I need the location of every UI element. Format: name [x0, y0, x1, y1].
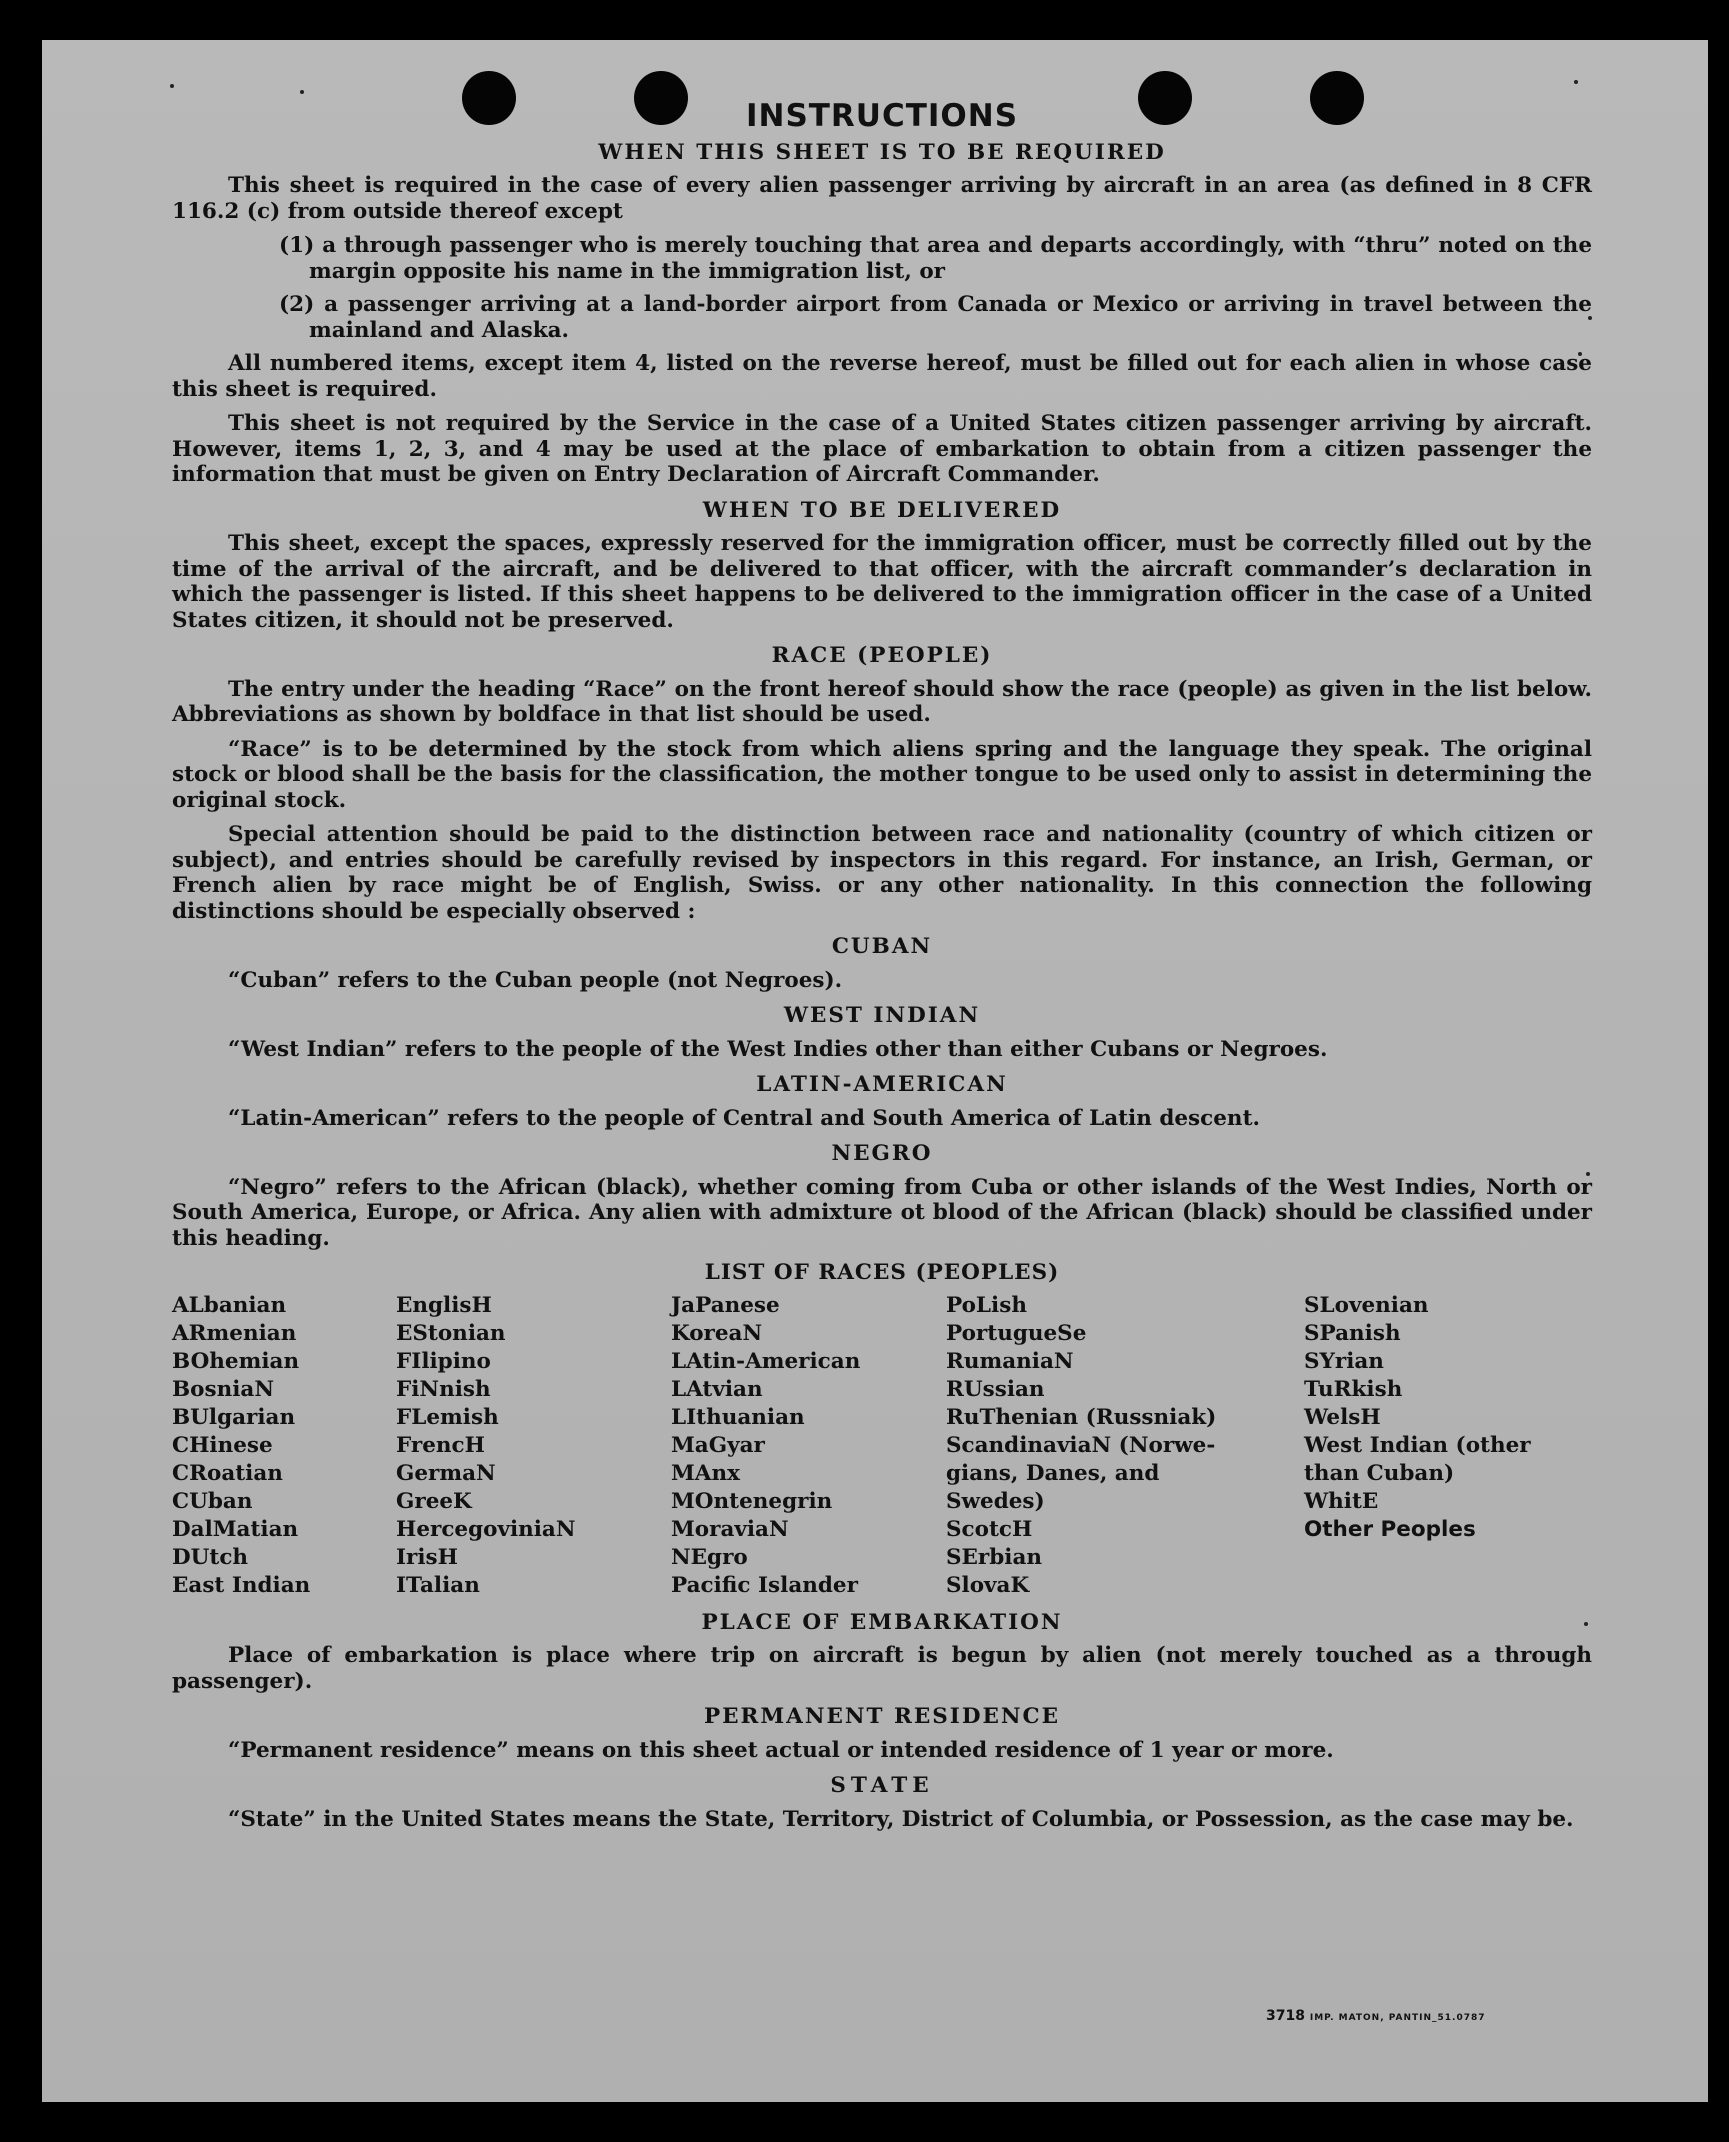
required-para3: This sheet is not required by the Service in the case of a United States citizen passenger arriving by aircraft. However, items 1, 2, 3, and 4 may be used at the place of embarkation to obtain from a citizen passenger the information that must be given on Entry Declaration of Aircraft Commander. [172, 411, 1592, 487]
race-para3: Special attention should be paid to the distinction between race and nationality (country of which citizen or subject), and entries should be carefully revised by inspectors in this regard. For instance, an Irish, German, or French alien by race might be of English, Swiss. or any other nationality. In this connection the following distinctions should be especially observed : [172, 822, 1592, 924]
race-column-4 [946, 1292, 1304, 1600]
race-entry: SLovenian [1304, 1292, 1429, 1318]
race-entry: GreeK [396, 1488, 472, 1514]
race-entry-continued: gians, Danes, and [946, 1460, 1160, 1486]
race-para2: “Race” is to be determined by the stock from which aliens spring and the language they speak. The original stock or blood shall be the basis for the classification, the mother tongue to be used only to assist in determining the original stock. [172, 736, 1592, 813]
section-heading-race: RACE (PEOPLE) [771, 643, 993, 668]
race-entry: SYrian [1304, 1348, 1384, 1374]
required-intro: This sheet is required in the case of every alien passenger arriving by aircraft in an area (as defined in 8 CFR 116.2 (c) from outside thereof except [172, 173, 1592, 224]
race-entry: ScandinaviaN (Norwe- [946, 1432, 1216, 1458]
race-entry: RUssian [946, 1376, 1045, 1402]
section-heading-delivered: WHEN TO BE DELIVERED [702, 497, 1062, 523]
race-entry: KoreaN [671, 1320, 763, 1346]
race-entry-continued: than Cuban) [1304, 1460, 1455, 1486]
race-entry: ScotcH [946, 1516, 1033, 1542]
embarkation-text: Place of embarkation is place where trip on aircraft is begun by alien (not merely touched as a through passenger). [172, 1643, 1592, 1694]
race-entry: FIlipino [396, 1348, 491, 1374]
race-entry: FiNnish [396, 1376, 491, 1402]
race-entry: HercegoviniaN [396, 1516, 576, 1542]
race-entry: FLemish [396, 1404, 499, 1430]
section-heading-negro: NEGRO [831, 1141, 933, 1166]
race-entry: East Indian [172, 1572, 311, 1598]
race-entry: ARmenian [172, 1320, 297, 1346]
race-entry: CUban [172, 1488, 253, 1514]
race-entry: CRoatian [172, 1460, 283, 1486]
race-entry: JaPanese [671, 1292, 780, 1318]
race-para1: The entry under the heading “Race” on the front hereof should show the race (people) as given in the list below. Abbreviations as shown by boldface in that list should be used. [172, 676, 1592, 727]
form-number: 3718 [1266, 2008, 1305, 2024]
required-para2: All numbered items, except item 4, listed on the reverse hereof, must be filled out for each alien in whose case this sheet is required. [172, 351, 1592, 402]
race-entry: EStonian [396, 1320, 506, 1346]
printer-name: IMP. MATON, PANTIN_51.0787 [1309, 2013, 1486, 2023]
race-list [172, 1292, 1592, 1600]
race-entry: NEgro [671, 1544, 748, 1570]
race-entry: RuThenian (Russniak) [946, 1404, 1217, 1430]
exception-item-1: (1) a through passenger who is merely touching that area and departs accordingly, with “thru” noted on the margin opposite his name in the immigration list, or [279, 233, 1592, 284]
race-entry: MOntenegrin [671, 1488, 833, 1514]
race-entry: DalMatian [172, 1516, 299, 1542]
delivered-text: This sheet, except the spaces, expressly reserved for the immigration officer, must be correctly filled out by the time of the arrival of the aircraft, and be delivered to that officer, with the aircraft commander’s declaration in which the passenger is listed. If this sheet happens to be delivered to the immigration officer in the case of a United States citizen, it should not be preserved. [172, 531, 1592, 633]
section-heading-residence: PERMANENT RESIDENCE [703, 1704, 1061, 1729]
race-entry: SlovaK [946, 1572, 1030, 1598]
race-entry: SPanish [1304, 1320, 1401, 1346]
printer-imprint [1266, 2008, 1486, 2024]
race-entry: ITalian [396, 1572, 480, 1598]
race-entry: LIthuanian [671, 1404, 805, 1430]
race-entry: WelsH [1304, 1404, 1381, 1430]
race-column-5 [1304, 1292, 1564, 1600]
instructions-content [172, 98, 1592, 1841]
race-entry: SErbian [946, 1544, 1043, 1570]
race-entry: ALbanian [172, 1292, 287, 1318]
race-entry: BosniaN [172, 1376, 274, 1402]
residence-text: “Permanent residence” means on this sheet actual or intended residence of 1 year or more. [228, 1737, 1334, 1763]
cuban-text: “Cuban” refers to the Cuban people (not Negroes). [228, 967, 843, 993]
race-list-title: LIST OF RACES (PEOPLES) [704, 1260, 1060, 1285]
race-entry: PortugueSe [946, 1320, 1087, 1346]
section-heading-cuban: CUBAN [831, 934, 933, 959]
race-entry: CHinese [172, 1432, 273, 1458]
west-indian-text: “West Indian” refers to the people of the West Indies other than either Cubans or Negroes. [228, 1036, 1328, 1062]
document-sheet [42, 40, 1708, 2102]
exception-item-2: (2) a passenger arriving at a land-border airport from Canada or Mexico or arriving in travel between the mainland and Alaska. [279, 292, 1592, 343]
race-entry: EnglisH [396, 1292, 492, 1318]
race-entry: LAtvian [671, 1376, 763, 1402]
race-entry: PoLish [946, 1292, 1027, 1318]
latin-american-text: “Latin-American” refers to the people of Central and South America of Latin descent. [228, 1105, 1260, 1131]
race-entry: BOhemian [172, 1348, 300, 1374]
race-entry: MaGyar [671, 1432, 765, 1458]
race-column-3 [671, 1292, 946, 1600]
race-entry: WhitE [1304, 1488, 1379, 1514]
negro-text: “Negro” refers to the African (black), whether coming from Cuba or other islands of the West Indies, North or South America, Europe, or Africa. Any alien with admixture ot blood of the African (black) should be classified under this heading. [172, 1174, 1592, 1251]
section-heading-state: STATE [830, 1773, 934, 1798]
race-entry: BUlgarian [172, 1404, 296, 1430]
race-entry: LAtin-American [671, 1348, 861, 1374]
race-entry: IrisH [396, 1544, 458, 1570]
race-entry: DUtch [172, 1544, 249, 1570]
race-column-2 [396, 1292, 671, 1600]
state-text: “State” in the United States means the State, Territory, District of Columbia, or Possession, as the case may be. [228, 1806, 1574, 1832]
race-entry: FrencH [396, 1432, 485, 1458]
race-entry: West Indian (other [1304, 1432, 1531, 1458]
section-heading-west-indian: WEST INDIAN [783, 1003, 981, 1028]
race-entry: Other Peoples [1304, 1516, 1476, 1542]
race-entry: MoraviaN [671, 1516, 789, 1542]
section-heading-latin-american: LATIN-AMERICAN [756, 1072, 1008, 1097]
race-column-1 [172, 1292, 396, 1600]
race-entry: RumaniaN [946, 1348, 1074, 1374]
race-entry: GermaN [396, 1460, 496, 1486]
race-entry: Pacific Islander [671, 1572, 858, 1598]
race-entry: TuRkish [1304, 1376, 1403, 1402]
race-entry-continued: Swedes) [946, 1488, 1045, 1514]
race-entry: MAnx [671, 1460, 740, 1486]
section-heading-embarkation: PLACE OF EMBARKATION [701, 1609, 1063, 1635]
section-heading-required: WHEN THIS SHEET IS TO BE REQUIRED [598, 139, 1166, 165]
page-title: INSTRUCTIONS [745, 98, 1019, 134]
